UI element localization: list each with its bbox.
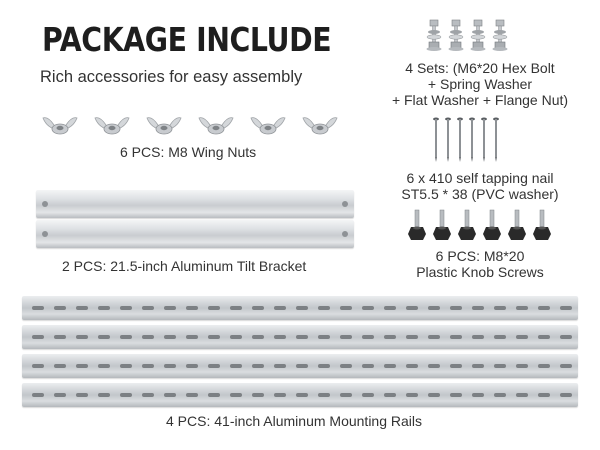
wing-nut-icon [300,112,340,140]
wing-nut-icon [144,112,184,140]
page-subtitle: Rich accessories for easy assembly [40,68,303,86]
page-title: PACKAGE INCLUDE [42,20,332,59]
wing-nuts-group [40,112,340,142]
knob-screw-icon [483,210,501,240]
tilt-bracket [36,220,354,248]
hex-bolt-icon [427,20,442,51]
nail-icon [457,118,463,163]
knob-screw-icon [458,210,476,240]
hex-bolt-caption-line2: + Spring Washer [427,76,533,92]
hex-bolts-group [426,18,526,58]
knob-screw-icon [533,210,551,240]
tilt-bracket [36,190,354,218]
hex-bolt-caption-line1: 4 Sets: (M6*20 Hex Bolt [405,60,555,76]
knob-caption-line2: Plastic Knob Screws [416,264,544,280]
wing-nut-icon [196,112,236,140]
wing-nut-icon [40,112,80,140]
nails-group [430,115,510,165]
nail-icon [445,118,451,163]
knob-screw-icon [408,210,426,240]
knob-screw-icon [433,210,451,240]
hex-bolt-caption-line3: + Flat Washer + Flange Nut) [391,92,569,108]
mounting-rail [22,383,578,407]
nail-icon [493,118,499,163]
mounting-rail [22,354,578,378]
wing-nut-icon [248,112,288,140]
nail-icon [481,118,487,163]
nail-icon [469,118,475,163]
knob-screw-icon [508,210,526,240]
nail-caption [370,170,590,202]
nail-icon [433,118,439,163]
knob-caption [370,248,590,280]
mounting-rails-caption: 4 PCS: 41-inch Aluminum Mounting Rails [166,413,423,429]
mounting-rail [22,296,578,320]
nail-caption-line2: ST5.5 * 38 (PVC washer) [401,186,559,202]
knob-caption-line1: 6 PCS: M8*20 [435,248,525,264]
knob-screws-group [406,208,556,248]
hex-bolt-icon [471,20,486,51]
hex-bolt-icon [449,20,464,51]
nail-caption-line1: 6 x 410 self tapping nail [406,170,554,186]
hex-bolt-caption [370,60,590,108]
mounting-rail [22,325,578,349]
hex-bolt-icon [493,20,508,51]
tilt-bracket-caption: 2 PCS: 21.5-inch Aluminum Tilt Bracket [62,258,307,274]
wing-nut-icon [92,112,132,140]
wing-nuts-caption: 6 PCS: M8 Wing Nuts [120,144,257,160]
